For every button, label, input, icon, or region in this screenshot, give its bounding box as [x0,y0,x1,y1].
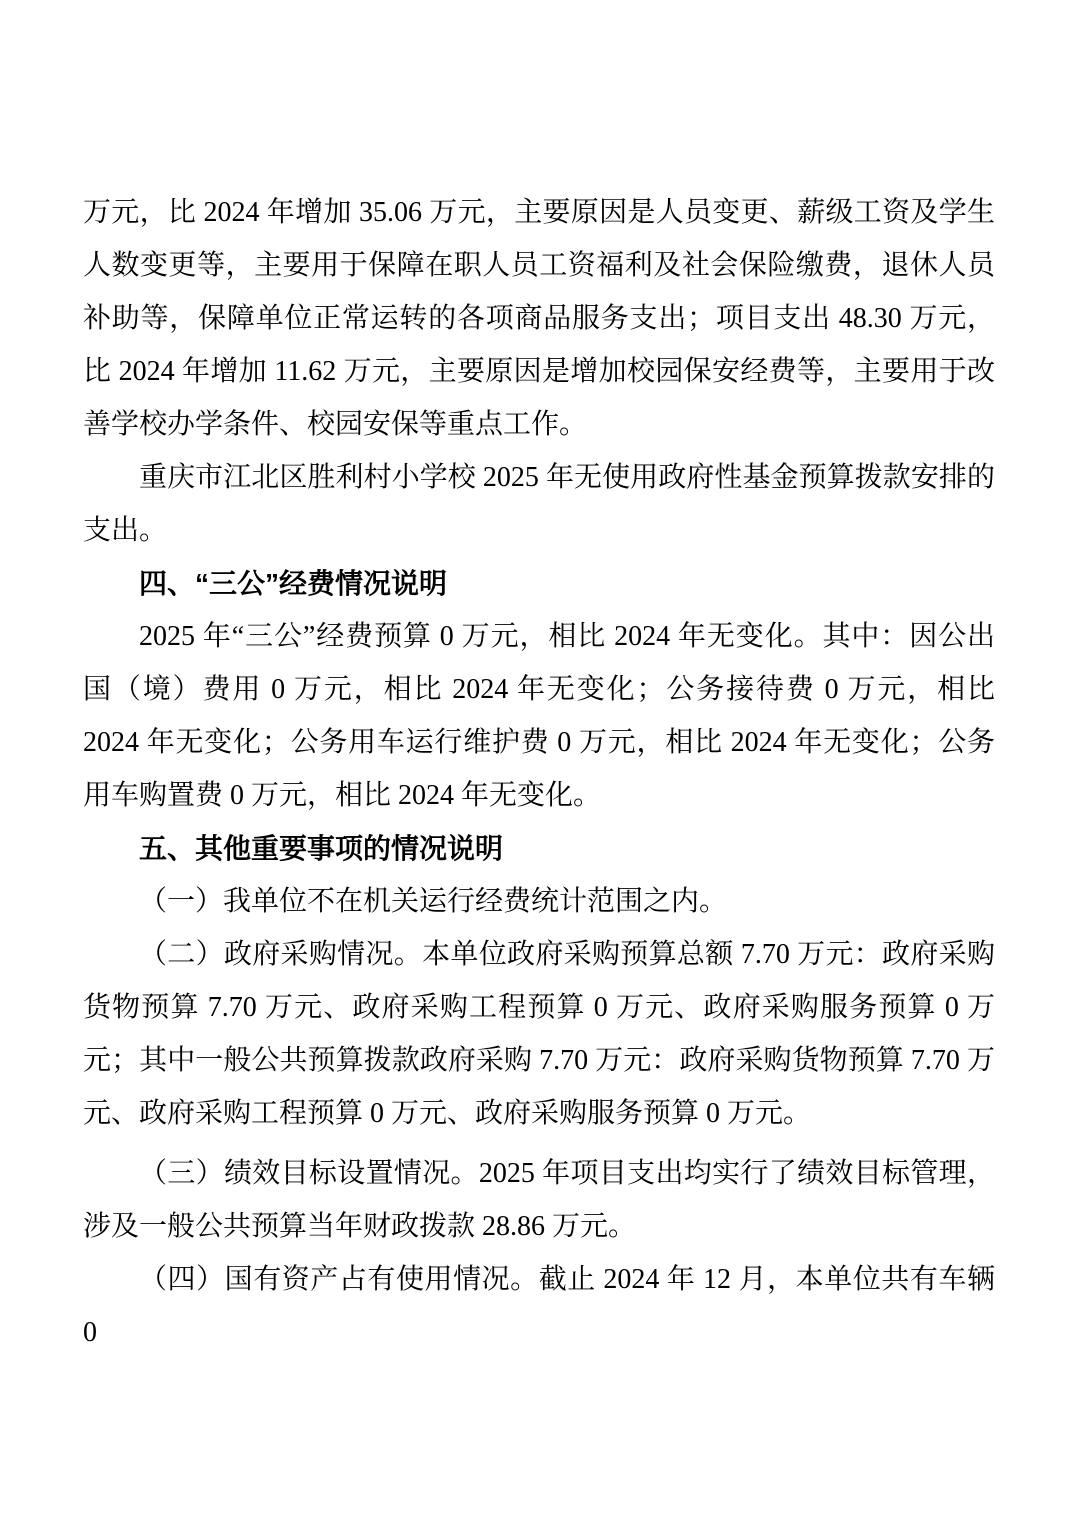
heading-section-4-three-public-expenses: 四、“三公”经费情况说明 [139,568,448,599]
para-three-public-expenses-detail: 2025 年“三公”经费预算 0 万元，相比 2024 年无变化。其中：因公出国（境）费用 0 万元，相比 2024 年无变化；公务接待费 0 万元，相比 2024 年无变化；公务用车运行维护费 0 万元，相比 2024 年无变化；公务用车购置费 0 万元，相比 2024 年无变化。 [83,621,995,811]
para-item-2-government-procurement: （二）政府采购情况。本单位政府采购预算总额 7.70 万元：政府采购货物预算 7.70 万元、政府采购工程预算 0 万元、政府采购服务预算 0 万元；其中一般公共预算拨款政府采购 7.70 万元：政府采购货物预算 7.70 万元、政府采购工程预算 0 万元、政府采购服务预算 0 万元。 [83,939,995,1129]
para-item-4-state-owned-assets: （四）国有资产占有使用情况。截止 2024 年 12 月，本单位共有车辆 0 [83,1264,995,1348]
para-item-3-performance-targets: （三）绩效目标设置情况。2025 年项目支出均实行了绩效目标管理，涉及一般公共预算当年财政拨款 28.86 万元。 [83,1158,995,1242]
heading-section-5-other-important-matters: 五、其他重要事项的情况说明 [139,833,504,864]
para-carryover-expenditure-explanation: 万元，比 2024 年增加 35.06 万元，主要原因是人员变更、薪级工资及学生人数变更等，主要用于保障在职人员工资福利及社会保险缴费，退休人员补助等，保障单位正常运转的各项商品服务支出；项目支出 48.30 万元，比 2024 年增加 11.62 万元，主要原因是增加校园保安经费等，主要用于改善学校办学条件、校园安保等重点工作。 [83,197,995,440]
para-item-1-operating-expense-scope: （一）我单位不在机关运行经费统计范围之内。 [139,886,728,917]
para-no-government-fund-expenditure: 重庆市江北区胜利村小学校 2025 年无使用政府性基金预算拨款安排的支出。 [83,462,995,546]
document-text-block [83,186,995,1359]
